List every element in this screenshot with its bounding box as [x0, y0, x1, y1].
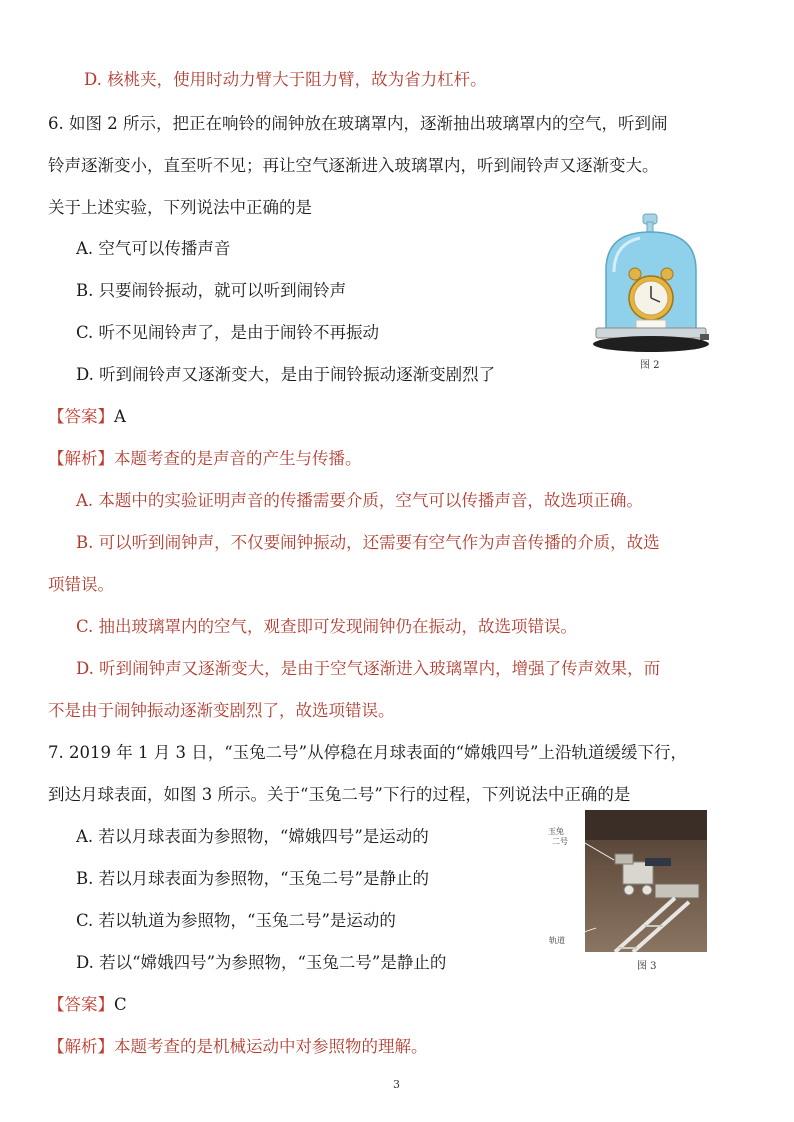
q6-stem-line-1: 6. 如图 2 所示，把正在响铃的闹钟放在玻璃罩内，逐渐抽出玻璃罩内的空气，听到闹	[48, 114, 668, 133]
q6-answer	[48, 406, 126, 428]
answer-tag: 【答案】	[48, 407, 114, 426]
q7-answer	[48, 994, 127, 1016]
answer-tag: 【答案】	[48, 995, 114, 1014]
q6-explanation-d-line-1: D. 听到闹钟声又逐渐变大，是由于空气逐渐进入玻璃罩内，增强了传声效果，而	[76, 659, 661, 678]
q7-stem-line-2: 到达月球表面，如图 3 所示。关于“玉兔二号”下行的过程，下列说法中正确的是	[48, 785, 631, 804]
q6-option-b: B. 只要闹铃振动，就可以听到闹铃声	[76, 281, 347, 300]
q6-option-a: A. 空气可以传播声音	[76, 239, 231, 258]
q6-explanation-a: A. 本题中的实验证明声音的传播需要介质，空气可以传播声音，故选项正确。	[76, 491, 643, 510]
q7-stem-line-1: 7. 2019 年 1 月 3 日，“玉兔二号”从停稳在月球表面的“嫦娥四号”上沿轨道缓缓下行，	[48, 743, 687, 762]
q6-explanation-b-line-1: B. 可以听到闹钟声，不仅要闹钟振动，还需要有空气作为声音传播的介质，故选	[76, 533, 660, 552]
q7-option-c: C. 若以轨道为参照物，“玉兔二号”是运动的	[76, 911, 396, 930]
q6-explanation-b-line-2: 项错误。	[48, 575, 114, 594]
figure-3-label-track: 轨道	[549, 936, 565, 945]
analysis-tag: 【解析】	[48, 1037, 114, 1056]
figure-3-label-rover-1: 玉兔	[548, 827, 564, 836]
figure-3-caption: 图 3	[637, 961, 657, 972]
q7-option-a: A. 若以月球表面为参照物，“嫦娥四号”是运动的	[76, 827, 429, 846]
page-number: 3	[393, 1078, 400, 1091]
q6-option-c: C. 听不见闹铃声了，是由于闹铃不再振动	[76, 323, 380, 342]
bell-jar-figure	[592, 212, 710, 362]
answer-value: A	[114, 407, 126, 426]
analysis-tag: 【解析】	[48, 449, 114, 468]
q7-analysis	[48, 1036, 428, 1058]
analysis-text: 本题考查的是机械运动中对参照物的理解。	[114, 1037, 428, 1056]
q7-option-d: D. 若以“嫦娥四号”为参照物，“玉兔二号”是静止的	[76, 953, 447, 972]
q7-option-b: B. 若以月球表面为参照物，“玉兔二号”是静止的	[76, 869, 429, 888]
q6-stem-line-3: 关于上述实验，下列说法中正确的是	[48, 198, 312, 217]
q6-explanation-c: C. 抽出玻璃罩内的空气，观查即可发现闹钟仍在振动，故选项错误。	[76, 617, 578, 636]
q6-explanation-d-line-2: 不是由于闹钟振动逐渐变剧烈了，故选项错误。	[48, 701, 395, 720]
figure-3-leader-lines	[566, 828, 626, 948]
q6-option-d: D. 听到闹铃声又逐渐变大，是由于闹铃振动逐渐变剧烈了	[76, 365, 496, 384]
analysis-text: 本题考查的是声音的产生与传播。	[114, 449, 362, 468]
q6-stem-line-2: 铃声逐渐变小，直至听不见；再让空气逐渐进入玻璃罩内，听到闹铃声又逐渐变大。	[48, 156, 659, 175]
figure-3-label-rover-2: 二号	[552, 837, 568, 846]
q6-analysis	[48, 448, 362, 470]
figure-2-caption: 图 2	[640, 360, 660, 371]
answer-value: C	[114, 995, 127, 1014]
q5-option-d: D. 核桃夹，使用时动力臂大于阻力臂，故为省力杠杆。	[84, 70, 487, 89]
